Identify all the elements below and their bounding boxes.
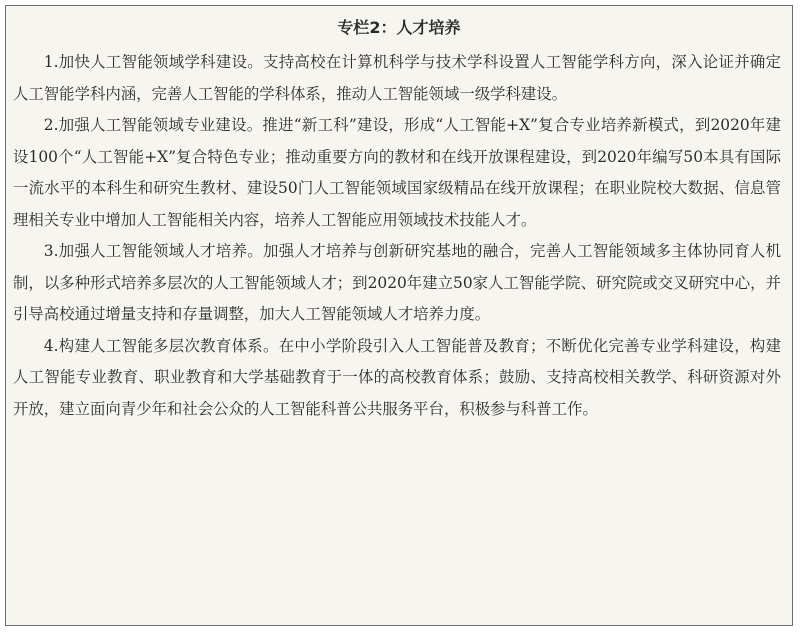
paragraph-2: 2.加强人工智能领域专业建设。推进“新工科”建设，形成“人工智能+X”复合专业培养新模式，到2020年建设100个“人工智能+X”复合特色专业；推动重要方向的教材和在线开放课程建设，到2020年编写50本具有国际一流水平的本科生和研究生教材、建设50门人工智能领域国家级精品在线开放课程；在职业院校大数据、信息管理相关专业中增加人工智能相关内容，培养人工智能应用领域技术技能人才。 xyxy=(13,116,781,229)
column-title: 专栏2：人才培养 xyxy=(337,18,461,37)
column-box xyxy=(5,5,793,626)
paragraph-4: 4.构建人工智能多层次教育体系。在中小学阶段引入人工智能普及教育；不断优化完善专业学科建设，构建人工智能专业教育、职业教育和大学基础教育于一体的高校教育体系；鼓励、支持高校相关教学、科研资源对外开放，建立面向青少年和社会公众的人工智能科普公共服务平台，积极参与科普工作。 xyxy=(13,336,781,418)
column-content xyxy=(13,47,781,425)
paragraph-1: 1.加快人工智能领域学科建设。支持高校在计算机科学与技术学科设置人工智能学科方向，深入论证并确定人工智能学科内涵，完善人工智能的学科体系，推动人工智能领域一级学科建设。 xyxy=(13,53,781,103)
paragraph-3: 3.加强人工智能领域人才培养。加强人才培养与创新研究基地的融合，完善人工智能领域多主体协同育人机制，以多种形式培养多层次的人工智能领域人才；到2020年建立50家人工智能学院、研究院或交叉研究中心，并引导高校通过增量支持和存量调整，加大人工智能领域人才培养力度。 xyxy=(13,242,781,323)
